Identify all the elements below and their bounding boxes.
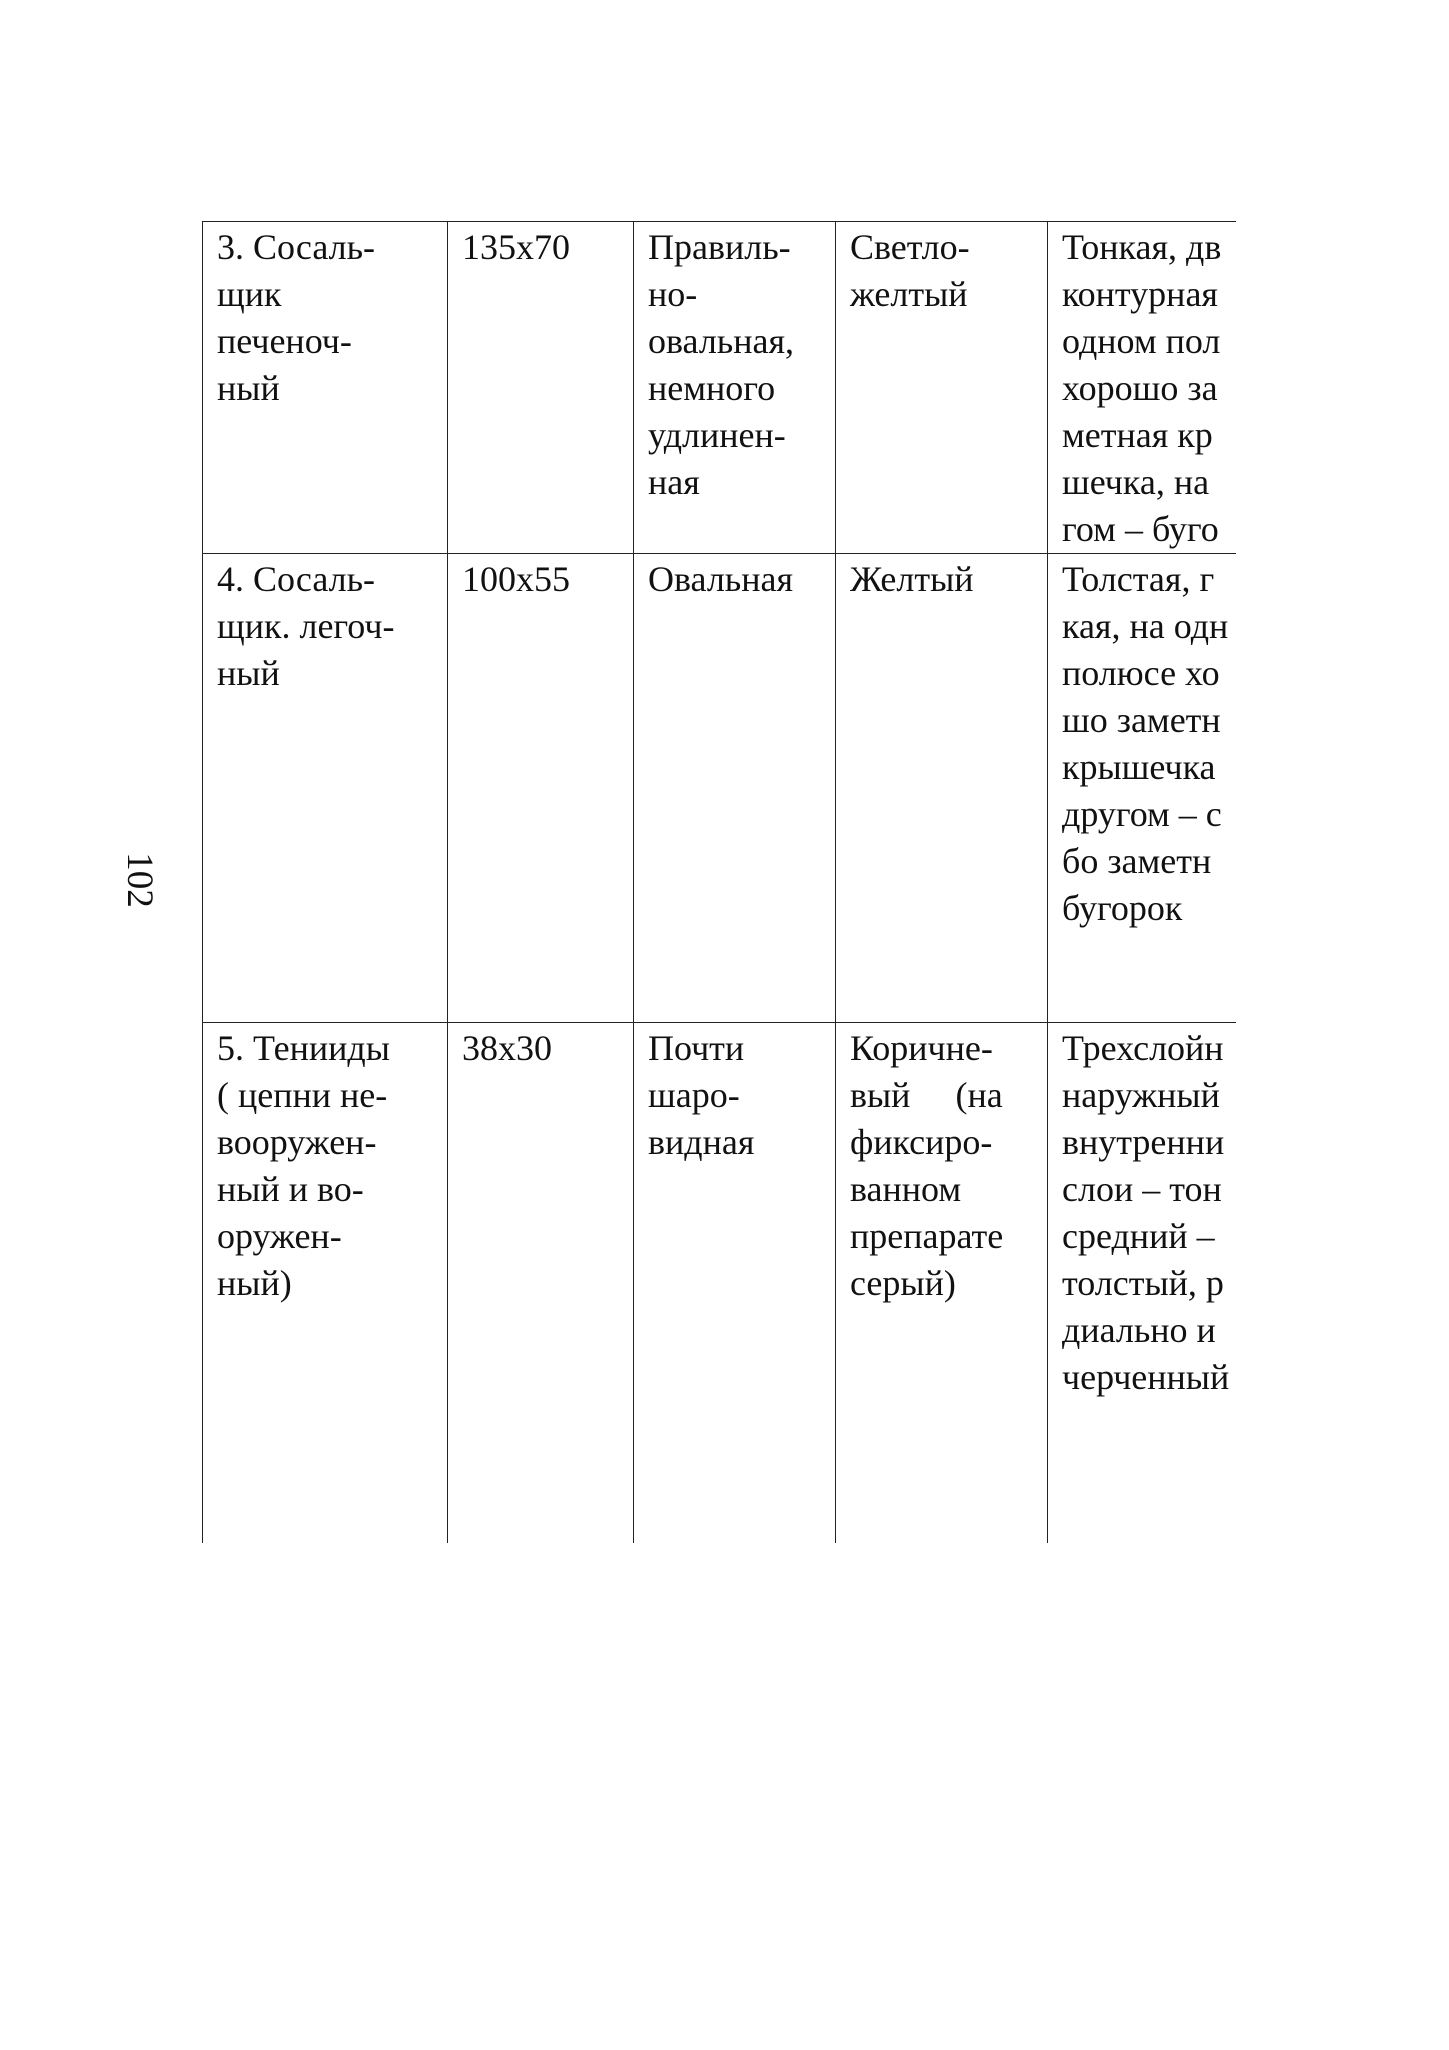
page-number: 102 [119, 852, 160, 908]
cell-egg-shape: Овальная [634, 554, 836, 1023]
table-container [202, 221, 1236, 1543]
cell-parasite-name: 4. Сосаль- щик. легоч- ный [203, 554, 448, 1023]
cell-egg-color: Коричне- вый (на фиксиро- ванном препарате серый) [836, 1023, 1048, 1544]
cell-egg-shell: Трехслойн наружный внутренни слои – тон средний – толстый, р диально и черченный [1048, 1023, 1237, 1544]
cell-egg-size: 135х70 [448, 222, 634, 554]
data-table [202, 221, 1236, 1543]
cell-egg-shell: Тонкая, дв контурная одном пол хорошо за метная кр шечка, на гом – буго [1048, 222, 1237, 554]
cell-egg-size: 38х30 [448, 1023, 634, 1544]
table-row [203, 222, 1237, 554]
cell-egg-shape: Почти шаро- видная [634, 1023, 836, 1544]
cell-egg-size: 100х55 [448, 554, 634, 1023]
cell-egg-color: Светло- желтый [836, 222, 1048, 554]
cell-egg-color: Желтый [836, 554, 1048, 1023]
cell-parasite-name: 5. Тенииды ( цепни не- вооружен- ный и во- оружен- ный) [203, 1023, 448, 1544]
table-row [203, 554, 1237, 1023]
cell-parasite-name: 3. Сосаль- щик печеноч- ный [203, 222, 448, 554]
cell-egg-shape: Правиль- но- овальная, немного удлинен- ная [634, 222, 836, 554]
table-row [203, 1023, 1237, 1544]
cell-egg-shell: Толстая, г кая, на одн полюсе хо шо заметн крышечка другом – с бо заметн бугорок [1048, 554, 1237, 1023]
